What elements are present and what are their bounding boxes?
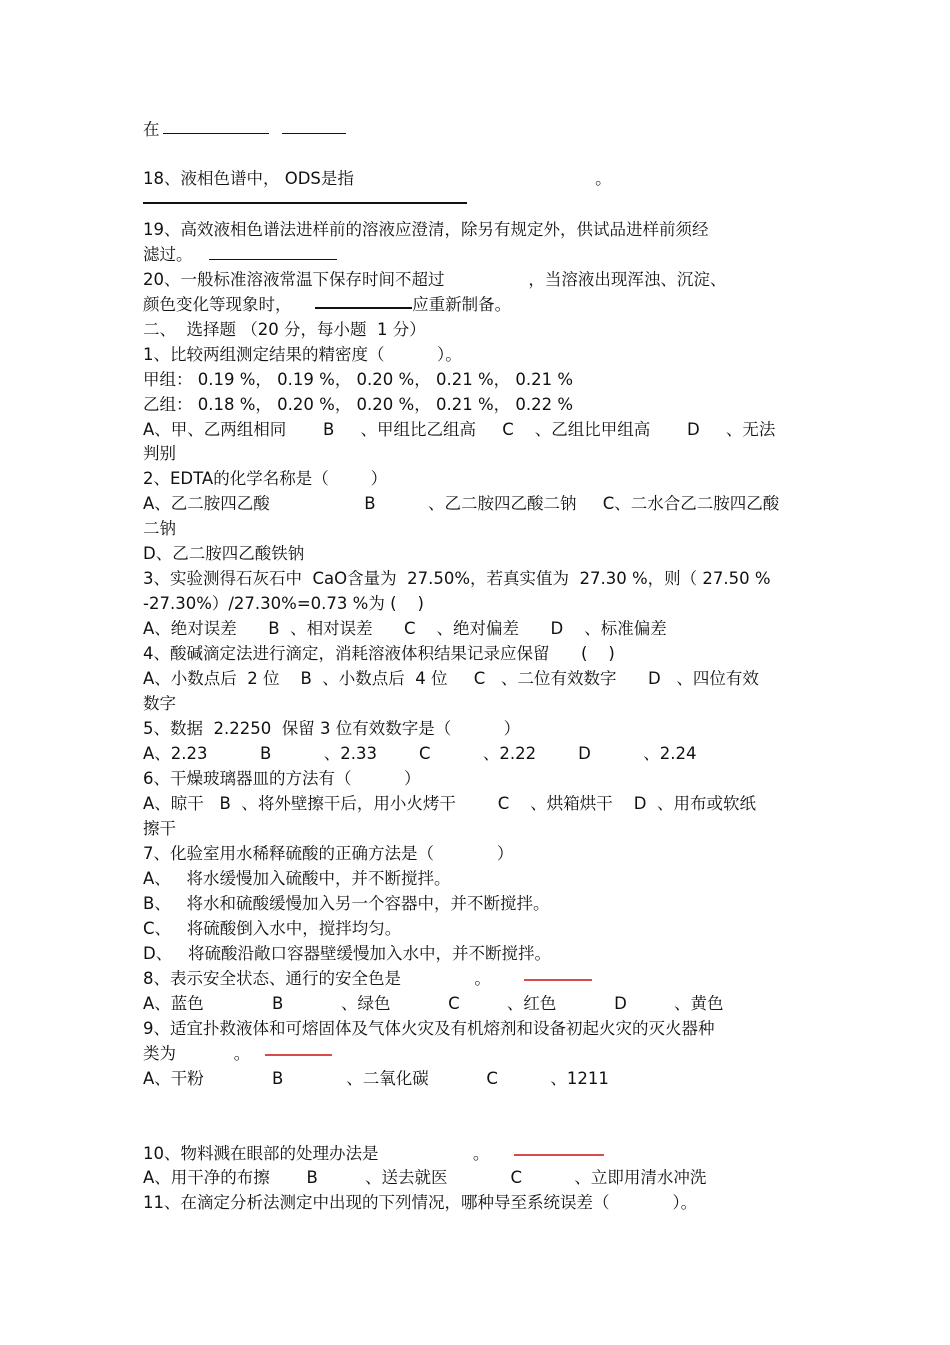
text-line: 甲组： 0.19 %， 0.19 %， 0.20 %， 0.21 %， 0.21 %: [143, 370, 574, 389]
question-6: 6、干燥玻璃器皿的方法有（ ）: [143, 769, 421, 788]
answer-blank: [315, 307, 412, 309]
question-5: 5、数据 2.2250 保留 3 位有效数字是（ ）: [143, 719, 521, 738]
answer-blank: [514, 1154, 604, 1156]
text-line: 擦干: [143, 819, 176, 838]
text-line: -27.30%）/27.30%=0.73 %为 ( ): [143, 594, 424, 613]
question-20: 20、一般标准溶液常温下保存时间不超过 ，当溶液出现浑浊、沉淀、: [143, 270, 727, 289]
option-line: A、2.23 B 、2.33 C 、2.22 D 、2.24: [143, 744, 697, 763]
option-line: A、甲、乙两组相同 B 、甲组比乙组高 C 、乙组比甲组高 D 、无法: [143, 420, 776, 439]
option-line: B、 将水和硫酸缓慢加入另一个容器中，并不断搅拌。: [143, 894, 550, 913]
text-line: 滤过。: [143, 245, 193, 264]
question-1: 1、比较两组测定结果的精密度（ ）。: [143, 345, 462, 364]
question-3: 3、实验测得石灰石中 CaO含量为 27.50%，若真实值为 27.30 %，则（ 27.50 %: [143, 569, 771, 588]
answer-blank: [163, 133, 269, 134]
text-line: 类为 。: [143, 1044, 251, 1063]
question-9: 9、适宜扑救液体和可熔固体及气体火灾及有机熔剂和设备初起火灾的灭火器种: [143, 1019, 715, 1038]
question-2: 2、EDTA的化学名称是（ ）: [143, 469, 388, 488]
answer-blank: [524, 979, 592, 981]
text-line: 颜色变化等现象时， 应重新制备。: [143, 295, 512, 314]
option-line: D、乙二胺四乙酸铁钠: [143, 544, 305, 563]
text-line: 在: [143, 120, 160, 139]
text-line: 二钠: [143, 519, 176, 538]
answer-blank: [282, 133, 346, 134]
section-heading: 二、 选择题 （20 分，每小题 1 分）: [143, 320, 426, 339]
question-8: 8、表示安全状态、通行的安全色是 。: [143, 969, 491, 988]
option-line: A、干粉 B 、二氧化碳 C 、1211: [143, 1069, 609, 1088]
question-7: 7、化验室用水稀释硫酸的正确方法是（ ）: [143, 844, 514, 863]
answer-blank: [143, 202, 467, 204]
option-line: A、 将水缓慢加入硫酸中，并不断搅拌。: [143, 869, 451, 888]
question-4: 4、酸碱滴定法进行滴定，消耗溶液体积结果记录应保留 ( ): [143, 644, 615, 663]
answer-blank: [265, 1054, 332, 1056]
question-10: 10、物料溅在眼部的处理办法是 。: [143, 1144, 490, 1163]
option-line: C、 将硫酸倒入水中，搅拌均匀。: [143, 919, 402, 938]
option-line: A、乙二胺四乙酸 B 、乙二胺四乙酸二钠 C、二水合乙二胺四乙酸: [143, 494, 780, 513]
question-18: 18、液相色谱中， ODS是指 。: [143, 169, 612, 188]
question-19: 19、高效液相色谱法进样前的溶液应澄清，除另有规定外，供试品进样前须经: [143, 220, 709, 239]
option-line: A、绝对误差 B 、相对误差 C 、绝对偏差 D 、标准偏差: [143, 619, 667, 638]
text-line: 乙组： 0.18 %， 0.20 %， 0.20 %， 0.21 %， 0.22 %: [143, 395, 574, 414]
text-line: 数字: [143, 694, 176, 713]
option-line: A、小数点后 2 位 B 、小数点后 4 位 C 、二位有效数字 D 、四位有效: [143, 669, 759, 688]
option-line: A、用干净的布擦 B 、送去就医 C 、立即用清水冲洗: [143, 1168, 707, 1187]
option-line: D、 将硫酸沿敞口容器壁缓慢加入水中，并不断搅拌。: [143, 944, 551, 963]
question-11: 11、在滴定分析法测定中出现的下列情况，哪种导至系统误差（ ）。: [143, 1193, 698, 1212]
option-line: A、蓝色 B 、绿色 C 、红色 D 、黄色: [143, 994, 724, 1013]
option-line: A、晾干 B 、将外壁擦干后，用小火烤干 C 、烘箱烘干 D 、用布或软纸: [143, 794, 756, 813]
answer-blank: [209, 259, 337, 260]
text-line: 判别: [143, 444, 176, 463]
